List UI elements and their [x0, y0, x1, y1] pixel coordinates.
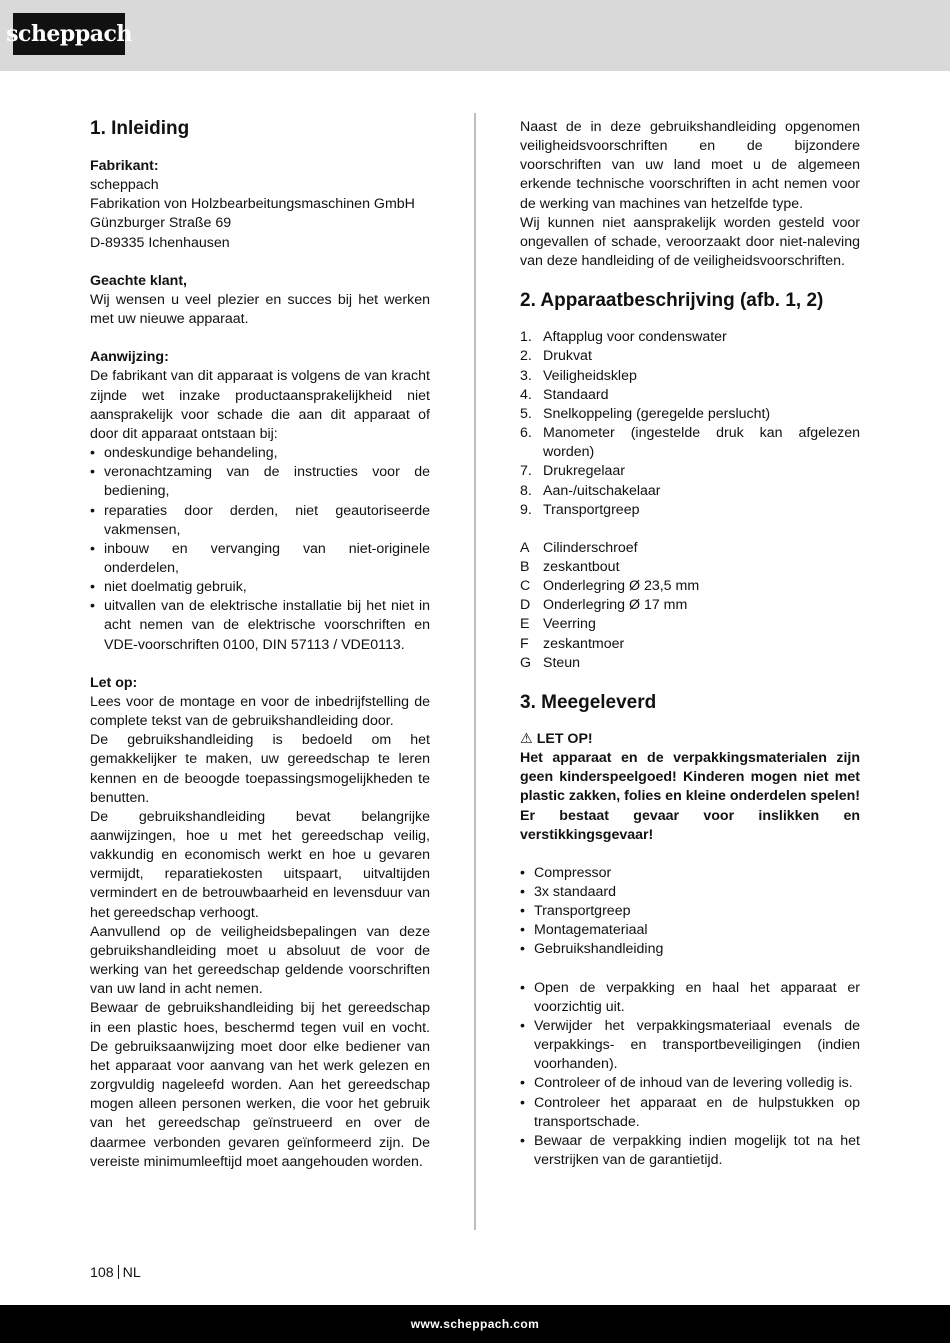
page-footer: [90, 1265, 141, 1281]
attention-paragraph: De gebruikshandleiding is bedoeld om het gemakkelijker te maken, uw gereedschap te leren kennen en de beoogde toepassingsmogelijkheden te benutten.: [90, 732, 430, 806]
list-item: E Veerring: [520, 616, 596, 633]
list-item: • inbouw en vervanging van niet-originele onderdelen,: [90, 540, 430, 576]
list-item: • Transportgreep: [520, 903, 631, 920]
unpacking-steps: [520, 979, 860, 1171]
list-item: • Verwijder het verpakkingsmateriaal evenals de verpakkings- en transportbeveiligingen (indien voorhanden).: [520, 1017, 860, 1073]
note-label: Aanwijzing:: [90, 349, 169, 366]
list-item: • Open de verpakking en haal het apparaat er voorzichtig uit.: [520, 979, 860, 1015]
scheppach-logo: scheppach: [13, 13, 125, 55]
warning-text: Het apparaat en de verpakkingsmaterialen zijn geen kinderspeelgoed! Kinderen mogen niet met plastic zakken, folies en kleine onderdelen spelen! Er bestaat gevaar voor inslikken en verstikkingsgevaar!: [520, 750, 860, 843]
parts-list-numbered: [520, 328, 860, 520]
page-number: 108: [90, 1265, 114, 1281]
section-2-title: 2. Apparaatbeschrijving (afb. 1, 2): [520, 290, 824, 312]
warning-heading: [520, 730, 860, 749]
list-item: A Cilinderschroef: [520, 539, 638, 556]
section-3-title: 3. Meegeleverd: [520, 691, 657, 713]
parts-list-lettered: [520, 539, 860, 673]
continuation-paragraph: Wij kunnen niet aansprakelijk worden gesteld voor ongevallen of schade, veroorzaakt door niet-naleving van deze handleiding of de veiligheidsvoorschriften.: [520, 214, 860, 270]
attention-paragraph: De gebruikshandleiding bevat belangrijke aanwijzingen, hoe u met het gereedschap veilig, vakkundig en economisch werkt en hoe u gevaren vermijdt, reparatiekosten uitspaart, uitvaltijden vermindert en de betrouwbaarheid en levensduur van het gereedschap verhoogt.: [90, 808, 430, 921]
header-bar: [0, 0, 950, 71]
list-item: C Onderlegring Ø 23,5 mm: [520, 578, 700, 595]
contents-list: [520, 864, 860, 960]
list-item: 9. Transportgreep: [520, 501, 640, 518]
list-item: 6. Manometer (ingestelde druk kan afgelezen worden): [520, 425, 860, 461]
footer-bar: [0, 1305, 950, 1343]
list-item: B zeskantbout: [520, 558, 620, 575]
attention-paragraph: Bewaar de gebruikshandleiding bij het gereedschap in een plastic hoes, beschermd tegen vuil en vocht. De gebruiksaanwijzing moet door elke bediener van het apparaat voor aanvang van het werk gelezen en zorgvuldig nageleefd worden. Aan het gereedschap mogen alleen personen werken, die voor het gebruik van het gereedschap geïnstrueerd en over de daarmee verbonden gevaren geïnformeerd zijn. De vereiste minimumleeftijd moet aangehouden worden.: [90, 1000, 430, 1170]
list-item: • veronachtzaming van de instructies voor de bediening,: [90, 464, 430, 500]
list-item: 3. Veiligheidsklep: [520, 367, 637, 384]
manufacturer-line: D-89335 Ichenhausen: [90, 234, 230, 251]
greeting-label: Geachte klant,: [90, 272, 187, 289]
list-item: • niet doelmatig gebruik,: [90, 579, 247, 596]
attention-label: Let op:: [90, 674, 138, 691]
note-text: De fabrikant van dit apparaat is volgens de van kracht zijnde wet inzake productaansprakelijkheid niet aansprakelijk voor schade die aan dit apparaat of door dit apparaat ontstaan bij:: [90, 368, 430, 442]
list-item: • Gebruikshandleiding: [520, 941, 664, 958]
column-divider: [474, 113, 476, 1230]
list-item: • ondeskundige behandeling,: [90, 445, 278, 462]
list-item: 8. Aan-/uitschakelaar: [520, 482, 661, 499]
attention-paragraph: Lees voor de montage en voor de inbedrijfstelling de complete tekst van de gebruikshandleiding door.: [90, 693, 430, 730]
left-column: [90, 118, 430, 1172]
warning-triangle-icon: ⚠: [520, 730, 533, 747]
list-item: G Steun: [520, 654, 581, 671]
list-item: D Onderlegring Ø 17 mm: [520, 597, 688, 614]
continuation-paragraph: Naast de in deze gebruikshandleiding opgenomen veiligheidsvoorschriften en de bijzondere voorschriften van uw land moet u de algemeen erkende technische voorschriften in acht nemen voor de werking van machines van hetzelfde type.: [520, 119, 860, 212]
manufacturer-line: Günzburger Straße 69: [90, 215, 232, 232]
list-item: • Bewaar de verpakking indien mogelijk tot na het verstrijken van de garantietijd.: [520, 1132, 860, 1169]
right-column: [520, 118, 860, 1170]
list-item: • uitvallen van de elektrische installatie bij het niet in acht nemen van de elektrische voorschriften en VDE-voorschriften 0100, DIN 57113 / VDE0113.: [90, 598, 430, 653]
list-item: 7. Drukregelaar: [520, 463, 626, 480]
liability-list: [90, 444, 430, 655]
manufacturer-line: scheppach: [90, 177, 159, 194]
attention-paragraph: Aanvullend op de veiligheidsbepalingen van deze gebruikshandleiding moet u absoluut de voor de werking van het gereedschap geldende voorschriften van uw land in acht nemen.: [90, 923, 430, 998]
website-link[interactable]: www.scheppach.com: [410, 1317, 540, 1331]
greeting-text: Wij wensen u veel plezier en succes bij het werken met uw nieuwe apparaat.: [90, 291, 430, 328]
list-item: 1. Aftapplug voor condenswater: [520, 329, 727, 346]
list-item: • 3x standaard: [520, 884, 617, 900]
list-item: • Compressor: [520, 864, 612, 881]
manufacturer-line: Fabrikation von Holzbearbeitungsmaschinen GmbH: [90, 196, 415, 213]
list-item: • Controleer of de inhoud van de levering volledig is.: [520, 1075, 853, 1092]
list-item: 4. Standaard: [520, 386, 609, 403]
section-1-title: 1. Inleiding: [90, 118, 190, 139]
list-item: F zeskantmoer: [520, 635, 625, 652]
list-item: 5. Snelkoppeling (geregelde perslucht): [520, 405, 771, 422]
manufacturer-label: Fabrikant:: [90, 158, 159, 174]
list-item: • Montagemateriaal: [520, 922, 648, 939]
manufacturer-address: [90, 176, 430, 253]
list-item: • Controleer het apparaat en de hulpstukken op transportschade.: [520, 1094, 860, 1130]
warning-label: LET OP!: [536, 730, 593, 747]
list-item: • reparaties door derden, niet geautoriseerde vakmensen,: [90, 502, 430, 538]
language-code: NL: [122, 1265, 141, 1281]
list-item: 2. Drukvat: [520, 348, 592, 365]
